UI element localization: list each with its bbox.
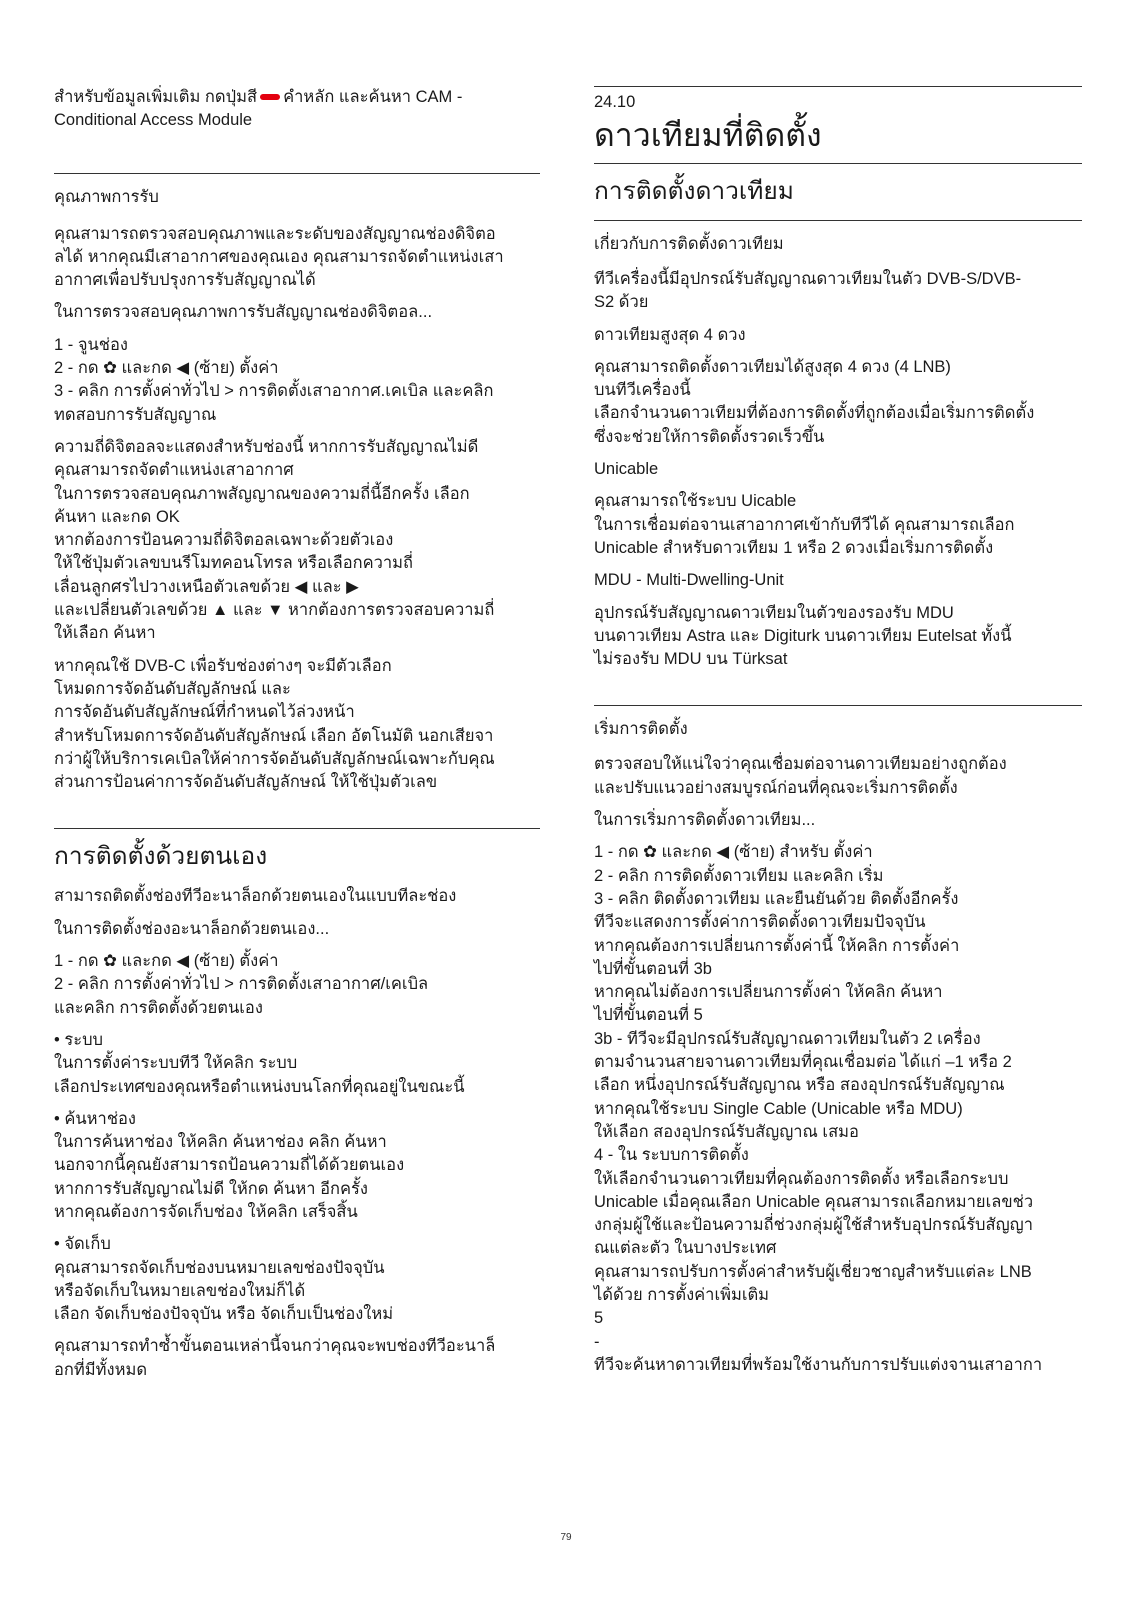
reception-steps: [54, 334, 540, 427]
manual-install-heading: การติดตั้งด้วยตนเอง: [54, 843, 268, 871]
text-line: บนดาวเทียม Astra และ Digiturk บนดาวเทียม Eutelsat ทั้งนี้: [594, 626, 1012, 645]
intro-line1-post: คำหลัก และค้นหา CAM -: [283, 88, 463, 106]
max-heading: ดาวเทียมสูงสุด 4 ดวง: [594, 325, 746, 344]
text-line: S2 ด้วย: [594, 293, 649, 312]
text-line: 5: [594, 1309, 604, 1328]
manual-p2: ในการติดตั้งช่องอะนาล็อกด้วยตนเอง...: [54, 919, 330, 938]
text-line: ทีวีจะค้นหาดาวเทียมที่พร้อมใช้งานกับการปรับแต่งจานเสาอากา: [594, 1355, 1043, 1374]
intro-line2: Conditional Access Module: [54, 111, 253, 130]
left-column: [54, 86, 540, 1391]
text-line: คุณสามารถใช้ระบบ Uicable: [594, 492, 797, 511]
reception-p3: [54, 436, 540, 646]
text-line: และคลิก การติดตั้งด้วยตนเอง: [54, 998, 263, 1017]
text-line: ไม่รองรับ MDU บน Türksat: [594, 650, 788, 669]
divider: [54, 828, 540, 829]
text-line: ลได้ หากคุณมีเสาอากาศของคุณเอง คุณสามารถจัดตำแหน่งเสา: [54, 247, 504, 266]
text-line: อากาศเพื่อปรับปรุงการรับสัญญาณได้: [54, 271, 316, 290]
text-line: คุณสามารถปรับการตั้งค่าสำหรับผู้เชี่ยวชาญสำหรับแต่ละ LNB: [594, 1262, 1032, 1281]
unicable-p: [594, 490, 1082, 560]
text-line: และปรับแนวอย่างสมบูรณ์ก่อนที่คุณจะเริ่มการติดตั้ง: [594, 778, 958, 797]
sat-install-heading: การติดตั้งดาวเทียม: [594, 178, 794, 205]
manual-p1: สามารถติดตั้งช่องทีวีอะนาล็อกด้วยตนเองในแบบทีละช่อง: [54, 887, 457, 906]
manual-steps: [54, 950, 540, 1020]
text-line: หากการรับสัญญาณไม่ดี ให้กด ค้นหา อีกครั้ง: [54, 1179, 368, 1198]
text-line: ในการค้นหาช่อง ให้คลิก ค้นหาช่อง คลิก ค้นหา: [54, 1133, 387, 1152]
text-line: หากคุณใช้ DVB-C เพื่อรับช่องต่างๆ จะมีตัวเลือก: [54, 656, 392, 675]
text-line: ตรวจสอบให้แน่ใจว่าคุณเชื่อมต่อจานดาวเทียมอย่างถูกต้อง: [594, 755, 1007, 774]
divider: [594, 220, 1082, 221]
text-line: ความถี่ดิจิตอลจะแสดงสำหรับช่องนี้ หากการรับสัญญาณไม่ดี: [54, 437, 479, 456]
text-line: หากคุณต้องการเปลี่ยนการตั้งค่านี้ ให้คลิก การตั้งค่า: [594, 936, 960, 955]
text-line: 4 - ใน ระบบการติดตั้ง: [594, 1146, 749, 1165]
text-line: โหมดการจัดอันดับสัญลักษณ์ และ: [54, 679, 291, 698]
text-line: อุปกรณ์รับสัญญาณดาวเทียมในตัวของรองรับ MDU: [594, 603, 954, 622]
text-line: เลือก จัดเก็บช่องปัจจุบัน หรือ จัดเก็บเป็นช่องใหม่: [54, 1305, 394, 1324]
about-heading: เกี่ยวกับการติดตั้งดาวเทียม: [594, 235, 784, 253]
manual-repeat: [54, 1335, 540, 1382]
text-line: ในการตั้งค่าระบบทีวี ให้คลิก ระบบ: [54, 1054, 298, 1073]
text-line: ซึ่งจะช่วยให้การติดตั้งรวดเร็วขึ้น: [594, 427, 825, 446]
manual-search: [54, 1108, 540, 1224]
section-number: 24.10: [594, 93, 636, 111]
text-line: คุณสามารถตรวจสอบคุณภาพและระดับของสัญญาณช่องดิจิตอ: [54, 224, 496, 243]
text-line: 2 - คลิก การตั้งค่าทั่วไป > การติดตั้งเสาอากาศ/เคเบิล: [54, 975, 429, 994]
text-line: Unicable เมื่อคุณเลือก Unicable คุณสามารถเลือกหมายเลขช่ว: [594, 1192, 1034, 1211]
text-line: -: [594, 1332, 600, 1351]
text-line: ไปที่ขั้นตอนที่ 3b: [594, 959, 712, 978]
reception-heading: คุณภาพการรับ: [54, 187, 159, 206]
text-line: ในการเชื่อมต่อจานเสาอากาศเข้ากับทีวีได้ คุณสามารถเลือก: [594, 515, 1015, 534]
text-line: คุณสามารถจัดเก็บช่องบนหมายเลขช่องปัจจุบัน: [54, 1258, 385, 1277]
text-line: หากต้องการป้อนความถี่ดิจิตอลเฉพาะด้วยตัวเอง: [54, 531, 394, 550]
text-line: ตามจำนวนสายจานดาวเทียมที่คุณเชื่อมต่อ ได้แก่ –1 หรือ 2: [594, 1053, 1012, 1072]
start-p1: [594, 753, 1082, 800]
text-line: ให้เลือก สองอุปกรณ์รับสัญญาณ เสมอ: [594, 1122, 859, 1141]
intro: [54, 86, 540, 133]
text-line: เลือกจำนวนดาวเทียมที่ต้องการติดตั้งที่ถูกต้องเมื่อเริ่มการติดตั้ง: [594, 404, 1035, 423]
text-line: ให้เลือก ค้นหา: [54, 624, 156, 643]
text-line: งกลุ่มผู้ใช้และป้อนความถี่ช่วงกลุ่มผู้ใช้สำหรับอุปกรณ์รับสัญญา: [594, 1216, 1033, 1235]
text-line: หากคุณต้องการจัดเก็บช่อง ให้คลิก เสร็จสิ้น: [54, 1202, 358, 1221]
text-line: 2 - กด ✿ และกด ◀ (ซ้าย) ตั้งค่า: [54, 359, 279, 378]
text-line: อกที่มีทั้งหมด: [54, 1360, 148, 1379]
text-line: หรือจัดเก็บในหมายเลขช่องใหม่ก็ได้: [54, 1281, 306, 1300]
text-line: ไปที่ขั้นตอนที่ 5: [594, 1006, 703, 1025]
text-line: ให้เลือกจำนวนดาวเทียมที่คุณต้องการติดตั้ง หรือเลือกระบบ: [594, 1169, 1009, 1188]
text-line: กว่าผู้ให้บริการเคเบิลให้ค่าการจัดอันดับสัญลักษณ์เฉพาะกับคุณ: [54, 749, 495, 768]
text-line: ให้ใช้ปุ่มตัวเลขบนรีโมทคอนโทรล หรือเลือกความถี่: [54, 554, 414, 573]
reception-p4: [54, 655, 540, 795]
intro-line1-pre: สำหรับข้อมูลเพิ่มเติม กดปุ่มสี: [54, 88, 258, 106]
text-line: 3 - คลิก การตั้งค่าทั่วไป > การติดตั้งเสาอากาศ.เคเบิล และคลิก: [54, 382, 494, 401]
text-line: ณแต่ละตัว ในบางประเทศ: [594, 1239, 777, 1258]
text-line: การจัดอันดับสัญลักษณ์ที่กำหนดไว้ล่วงหน้า: [54, 703, 355, 722]
text-line: 2 - คลิก การติดตั้งดาวเทียม และคลิก เริ่ม: [594, 866, 884, 885]
text-line: และเปลี่ยนตัวเลขด้วย ▲ และ ▼ หากต้องการตรวจสอบความถี่: [54, 601, 495, 620]
text-line: ทดสอบการรับสัญญาณ: [54, 405, 217, 424]
mdu-p: [594, 602, 1082, 672]
text-line: นอกจากนี้คุณยังสามารถป้อนความถี่ได้ด้วยตนเอง: [54, 1156, 405, 1175]
unicable-heading: Unicable: [594, 460, 659, 479]
manual-store: [54, 1233, 540, 1326]
mdu-heading: MDU - Multi-Dwelling-Unit: [594, 571, 784, 590]
reception-p1: [54, 223, 540, 293]
text-line: ทีวีเครื่องนี้มีอุปกรณ์รับสัญญาณดาวเทียมในตัว DVB-S/DVB-: [594, 270, 1022, 288]
text-line: Unicable สำหรับดาวเทียม 1 หรือ 2 ดวงเมื่อเริ่มการติดตั้ง: [594, 538, 994, 557]
text-line: เลือกประเทศของคุณหรือตำแหน่งบนโลกที่คุณอยู่ในขณะนี้: [54, 1077, 465, 1096]
divider: [594, 86, 1082, 87]
manual-system: [54, 1029, 540, 1099]
divider: [54, 173, 540, 174]
page-number: 79: [560, 1532, 572, 1543]
text-line: 3b - ทีวีจะมีอุปกรณ์รับสัญญาณดาวเทียมในตัว 2 เครื่อง: [594, 1029, 981, 1048]
right-column: [594, 86, 1082, 1386]
page-title: ดาวเทียมที่ติดตั้ง: [594, 117, 822, 153]
text-line: คุณสามารถติดตั้งดาวเทียมได้สูงสุด 4 ดวง (4 LNB): [594, 357, 951, 376]
text-line: ในการตรวจสอบคุณภาพสัญญาณของความถี่นี้อีกครั้ง เลือก: [54, 484, 470, 503]
text-line: 1 - กด ✿ และกด ◀ (ซ้าย) สำหรับ ตั้งค่า: [594, 843, 873, 862]
about-p: [594, 268, 1082, 315]
text-line: • ค้นหาช่อง: [54, 1109, 136, 1128]
divider: [594, 705, 1082, 706]
text-line: เลื่อนลูกศรไปวางเหนือตัวเลขด้วย ◀ และ ▶: [54, 577, 359, 596]
text-line: คุณสามารถทำซ้ำขั้นตอนเหล่านี้จนกว่าคุณจะพบช่องทีวีอะนาล็: [54, 1337, 496, 1356]
text-line: ทีวีจะแสดงการตั้งค่าการติดตั้งดาวเทียมปัจจุบัน: [594, 913, 926, 932]
text-line: ค้นหา และกด OK: [54, 507, 180, 526]
text-line: หากคุณใช้ระบบ Single Cable (Unicable หรือ MDU): [594, 1099, 963, 1118]
reception-p2: ในการตรวจสอบคุณภาพการรับสัญญาณช่องดิจิตอล...: [54, 303, 433, 322]
text-line: 1 - จูนช่อง: [54, 335, 128, 354]
divider: [594, 163, 1082, 164]
text-line: คุณสามารถจัดตำแหน่งเสาอากาศ: [54, 461, 294, 480]
text-line: • ระบบ: [54, 1030, 104, 1049]
text-line: หากคุณไม่ต้องการเปลี่ยนการตั้งค่า ให้คลิก ค้นหา: [594, 983, 943, 1002]
text-line: เลือก หนึ่งอุปกรณ์รับสัญญาณ หรือ สองอุปกรณ์รับสัญญาณ: [594, 1076, 1005, 1095]
text-line: 3 - คลิก ติดตั้งดาวเทียม และยืนยันด้วย ติดตั้งอีกครั้ง: [594, 889, 959, 908]
red-color-key-icon: [260, 94, 280, 100]
text-line: • จัดเก็บ: [54, 1235, 111, 1254]
text-line: บนทีวีเครื่องนี้: [594, 381, 691, 400]
start-p2: ในการเริ่มการติดตั้งดาวเทียม...: [594, 811, 816, 830]
start-steps: [594, 841, 1082, 1377]
start-heading: เริ่มการติดตั้ง: [594, 720, 688, 739]
text-line: สำหรับโหมดการจัดอันดับสัญลักษณ์ เลือก อัตโนมัติ นอกเสียจา: [54, 726, 494, 745]
text-line: ได้ด้วย การตั้งค่าเพิ่มเติม: [594, 1285, 770, 1304]
text-line: 1 - กด ✿ และกด ◀ (ซ้าย) ตั้งค่า: [54, 952, 279, 971]
max-p: [594, 356, 1082, 449]
text-line: ส่วนการป้อนค่าการจัดอันดับสัญลักษณ์ ให้ใช้ปุ่มตัวเลข: [54, 773, 438, 792]
